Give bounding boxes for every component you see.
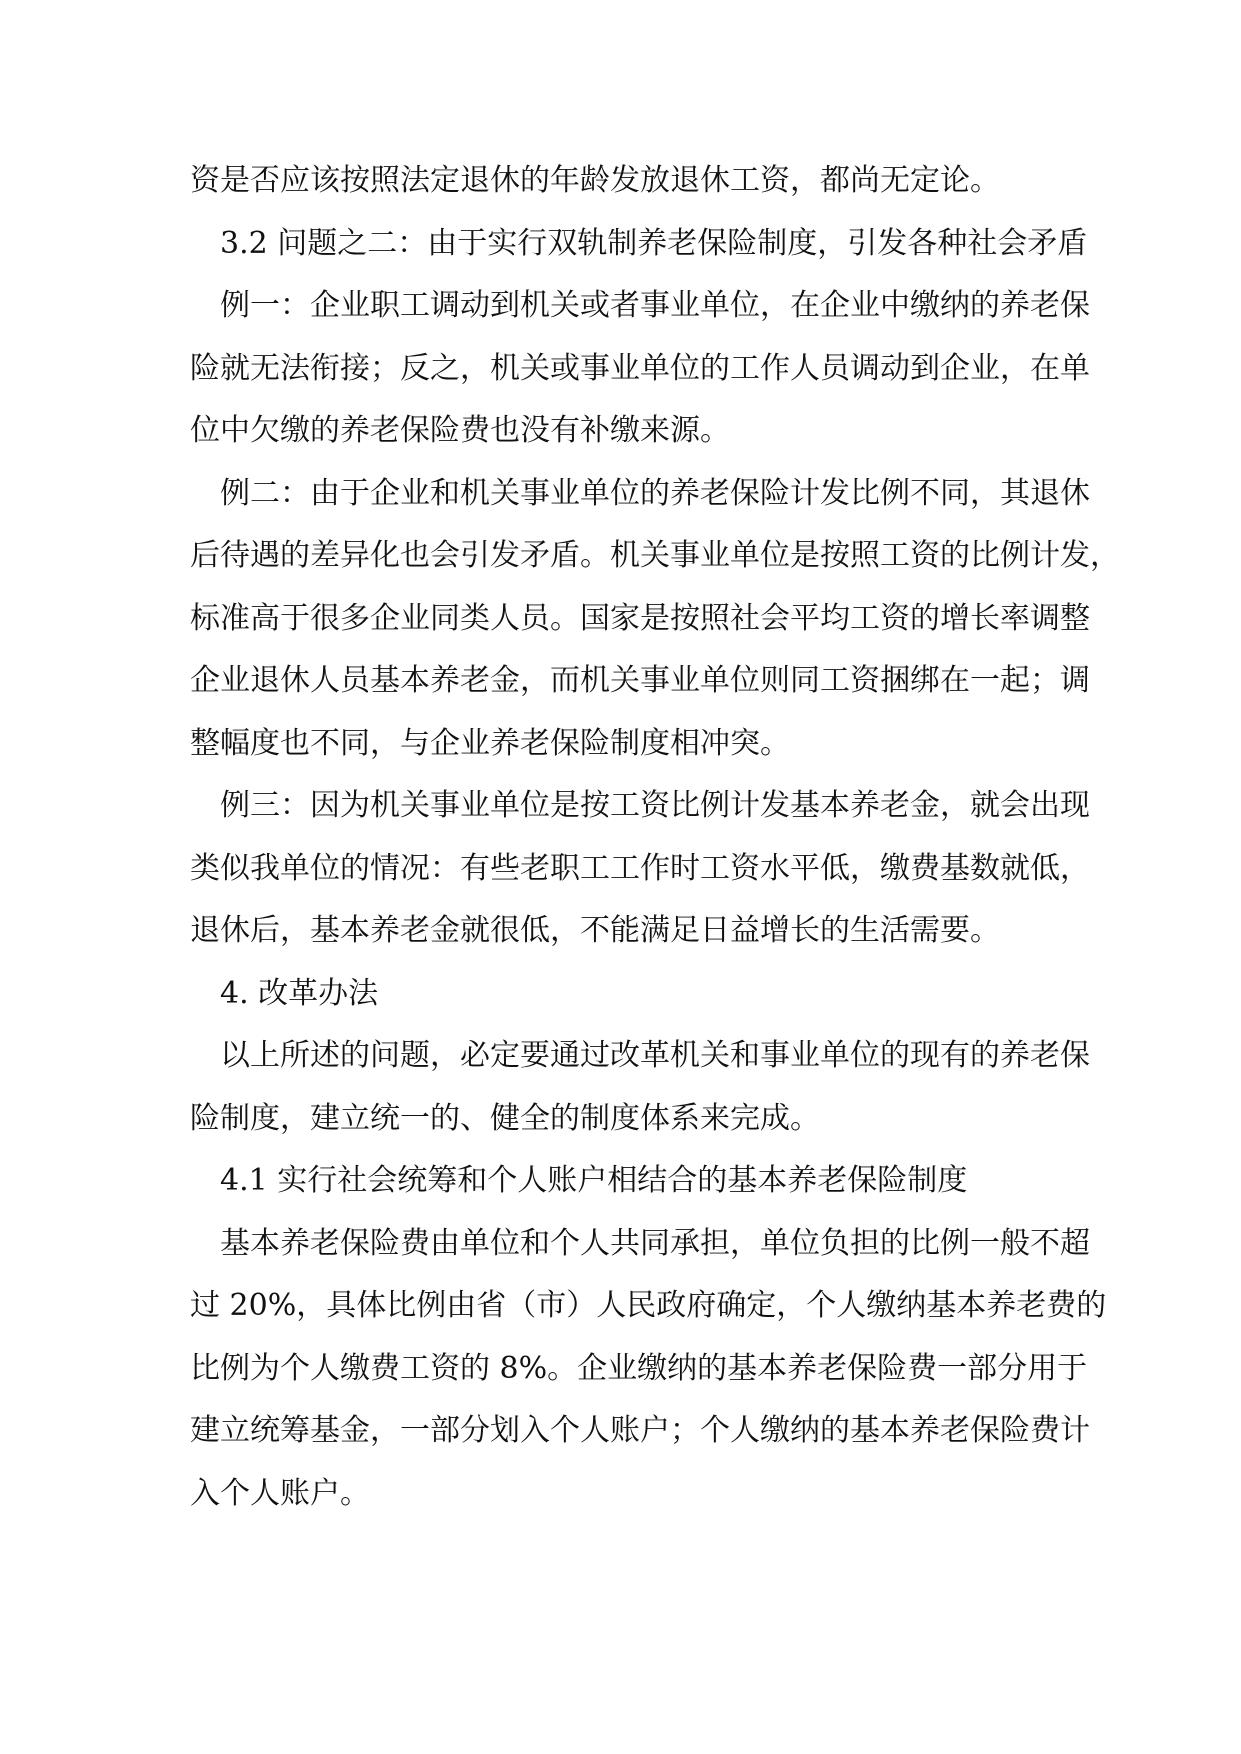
section-heading: 4. 改革办法 (220, 975, 379, 1011)
text-line: 例三：因为机关事业单位是按工资比例计发基本养老金，就会出现 (220, 788, 1090, 823)
text-line: 退休后，基本养老金就很低，不能满足日益增长的生活需要。 (190, 913, 1000, 948)
text-line: 例一：企业职工调动到机关或者事业单位，在企业中缴纳的养老保 (220, 288, 1090, 323)
text-line: 企业退休人员基本养老金，而机关事业单位则同工资捆绑在一起；调 (190, 663, 1090, 698)
section-heading: 4.1 实行社会统筹和个人账户相结合的基本养老保险制度 (220, 1163, 968, 1198)
text-line: 基本养老保险费由单位和个人共同承担，单位负担的比例一般不超 (220, 1225, 1090, 1261)
text-line: 标准高于很多企业同类人员。国家是按照社会平均工资的增长率调整 (190, 600, 1090, 636)
text-line: 过 20%，具体比例由省（市）人民政府确定，个人缴纳基本养老费的 (190, 1288, 1107, 1323)
text-line: 后待遇的差异化也会引发矛盾。机关事业单位是按照工资的比例计发， (190, 538, 1120, 573)
text-line: 以上所述的问题，必定要通过改革机关和事业单位的现有的养老保 (220, 1038, 1090, 1073)
text-line: 险制度，建立统一的、健全的制度体系来完成。 (190, 1100, 820, 1136)
text-line: 险就无法衔接；反之，机关或事业单位的工作人员调动到企业，在单 (190, 350, 1090, 386)
text-line: 整幅度也不同，与企业养老保险制度相冲突。 (190, 725, 790, 761)
text-line: 入个人账户。 (190, 1475, 370, 1511)
text-line: 资是否应该按照法定退休的年龄发放退休工资，都尚无定论。 (190, 163, 1000, 198)
text-line: 比例为个人缴费工资的 8%。企业缴纳的基本养老保险费一部分用于 (190, 1350, 1088, 1386)
text-line: 位中欠缴的养老保险费也没有补缴来源。 (190, 413, 730, 448)
text-line: 类似我单位的情况：有些老职工工作时工资水平低，缴费基数就低， (190, 850, 1090, 886)
document-page (190, 150, 1120, 1525)
section-heading: 3.2 问题之二：由于实行双轨制养老保险制度，引发各种社会矛盾 (220, 225, 1088, 261)
text-line: 建立统筹基金，一部分划入个人账户；个人缴纳的基本养老保险费计 (190, 1413, 1090, 1448)
text-line: 例二：由于企业和机关事业单位的养老保险计发比例不同，其退休 (220, 475, 1090, 511)
